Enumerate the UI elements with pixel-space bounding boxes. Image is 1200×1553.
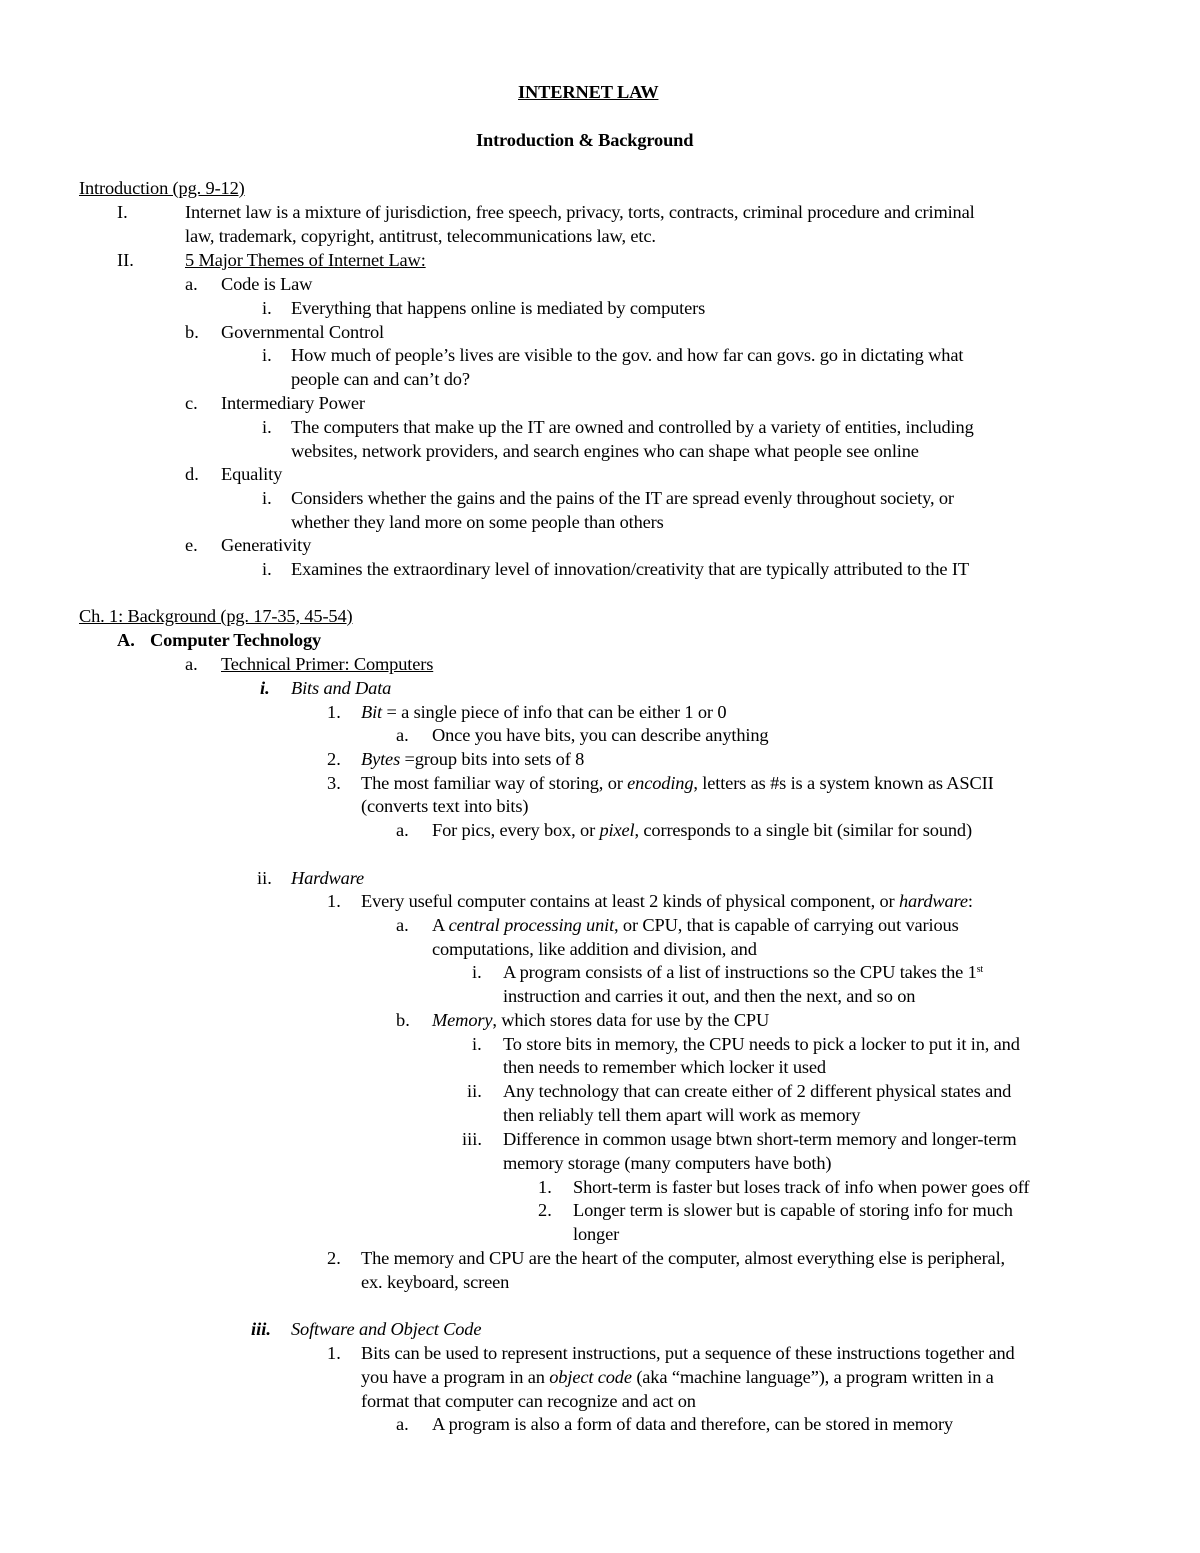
section-heading: Computer Technology [150, 630, 322, 650]
list-marker: e. [185, 535, 198, 555]
list-marker: a. [185, 274, 198, 294]
term: object code [549, 1367, 632, 1387]
note-line: ex. keyboard, screen [361, 1272, 510, 1292]
note-line: memory storage (many computers have both) [503, 1153, 832, 1173]
theme-detail: people can and can’t do? [291, 369, 470, 389]
list-marker: iii. [462, 1129, 482, 1149]
list-marker: 1. [327, 891, 341, 911]
list-marker: a. [396, 1414, 409, 1434]
note-line [361, 700, 726, 724]
list-marker: i. [260, 678, 270, 698]
list-marker: II. [117, 250, 134, 270]
note-line: Longer term is slower but is capable of storing info for much [573, 1200, 1013, 1220]
topic-heading: Bits and Data [291, 678, 392, 698]
theme-detail: websites, network providers, and search engines who can shape what people see online [291, 441, 919, 461]
note-line: Once you have bits, you can describe anything [432, 725, 769, 745]
note-line: Bits can be used to represent instructions, put a sequence of these instructions together and [361, 1343, 1015, 1363]
intro-item-1-line: Internet law is a mixture of jurisdiction, free speech, privacy, torts, contracts, criminal procedure and criminal [185, 202, 975, 222]
list-marker: 2. [327, 749, 341, 769]
text-span: Every useful computer contains at least 2 kinds of physical component, or [361, 891, 899, 911]
theme-label: Generativity [221, 535, 312, 555]
text-span: A [432, 915, 449, 935]
list-marker: i. [262, 345, 272, 365]
intro-item-1-line: law, trademark, copyright, antitrust, telecommunications law, etc. [185, 226, 656, 246]
theme-label: Equality [221, 464, 283, 484]
list-marker: a. [396, 725, 409, 745]
term: encoding [627, 773, 694, 793]
list-marker: ii. [257, 868, 272, 888]
theme-detail: Considers whether the gains and the pains of the IT are spread evenly throughout society, or [291, 488, 954, 508]
list-marker: i. [262, 559, 272, 579]
list-marker: 1. [538, 1177, 552, 1197]
note-line: format that computer can recognize and act on [361, 1391, 696, 1411]
list-marker: a. [396, 915, 409, 935]
list-marker: 1. [327, 1343, 341, 1363]
list-marker: b. [396, 1010, 410, 1030]
list-marker: c. [185, 393, 198, 413]
note-line [503, 960, 983, 984]
list-marker: i. [262, 298, 272, 318]
list-marker: ii. [467, 1081, 482, 1101]
list-marker: 2. [538, 1200, 552, 1220]
document-title: INTERNET LAW [518, 82, 659, 102]
note-line: Difference in common usage btwn short-term memory and longer-term [503, 1129, 1017, 1149]
superscript: st [976, 964, 984, 975]
note-line: (converts text into bits) [361, 796, 529, 816]
note-line: Short-term is faster but loses track of info when power goes off [573, 1177, 1030, 1197]
intro-heading: Introduction (pg. 9-12) [79, 178, 245, 198]
term: pixel [599, 820, 635, 840]
list-marker: a. [185, 654, 198, 674]
list-marker: i. [262, 488, 272, 508]
note-line [361, 889, 973, 913]
list-marker: iii. [251, 1319, 271, 1339]
themes-heading: 5 Major Themes of Internet Law: [185, 250, 426, 270]
text-span: The most familiar way of storing, or [361, 773, 628, 793]
list-marker: a. [396, 820, 409, 840]
theme-label: Intermediary Power [221, 393, 365, 413]
list-marker: i. [472, 962, 482, 982]
note-line: instruction and carries it out, and then the next, and so on [503, 986, 916, 1006]
note-line: To store bits in memory, the CPU needs to pick a locker to put it in, and [503, 1034, 1020, 1054]
term: Memory [432, 1010, 493, 1030]
note-line [432, 818, 972, 842]
note-line: longer [573, 1224, 620, 1244]
list-marker: 1. [327, 702, 341, 722]
theme-detail: Everything that happens online is mediated by computers [291, 298, 706, 318]
list-marker: 3. [327, 773, 341, 793]
text-span: , letters as #s is a system known as ASCII [693, 773, 994, 793]
note-line [361, 747, 584, 771]
note-line [432, 913, 959, 937]
theme-detail: Examines the extraordinary level of innovation/creativity that are typically attributed to the IT [291, 559, 969, 579]
text-span: , corresponds to a single bit (similar for sound) [634, 820, 972, 840]
term: Bit [361, 702, 383, 722]
note-line [432, 1008, 769, 1032]
note-line: then needs to remember which locker it used [503, 1057, 826, 1077]
subsection-heading: Technical Primer: Computers [221, 654, 434, 674]
text-span: (aka “machine language”), a program written in a [631, 1367, 994, 1387]
theme-label: Governmental Control [221, 322, 384, 342]
text-span: For pics, every box, or [432, 820, 600, 840]
list-marker: d. [185, 464, 199, 484]
document-subtitle: Introduction & Background [476, 130, 694, 150]
note-line: A program is also a form of data and therefore, can be stored in memory [432, 1414, 953, 1434]
text-span: , or CPU, that is capable of carrying out various [614, 915, 959, 935]
topic-heading: Software and Object Code [291, 1319, 482, 1339]
list-marker: 2. [327, 1248, 341, 1268]
note-line: The memory and CPU are the heart of the computer, almost everything else is peripheral, [361, 1248, 1005, 1268]
text-span: , which stores data for use by the CPU [492, 1010, 770, 1030]
note-line: Any technology that can create either of 2 different physical states and [503, 1081, 1012, 1101]
term: Bytes [361, 749, 401, 769]
theme-label: Code is Law [221, 274, 313, 294]
list-marker: I. [117, 202, 128, 222]
theme-detail: The computers that make up the IT are owned and controlled by a variety of entities, including [291, 417, 974, 437]
chapter-heading: Ch. 1: Background (pg. 17-35, 45-54) [79, 606, 353, 626]
text-span: =group bits into sets of 8 [400, 749, 585, 769]
term: central processing unit [448, 915, 615, 935]
note-line [361, 771, 994, 795]
list-marker: b. [185, 322, 199, 342]
note-line [361, 1365, 994, 1389]
text-span: : [967, 891, 973, 911]
text-span: you have a program in an [361, 1367, 550, 1387]
term: hardware [898, 891, 968, 911]
theme-detail: whether they land more on some people than others [291, 512, 664, 532]
theme-detail: How much of people’s lives are visible to the gov. and how far can govs. go in dictating what [291, 345, 964, 365]
note-line: computations, like addition and division, and [432, 939, 757, 959]
list-marker: A. [117, 630, 135, 650]
note-line: then reliably tell them apart will work as memory [503, 1105, 861, 1125]
text-span: = a single piece of info that can be either 1 or 0 [382, 702, 727, 722]
text-span: A program consists of a list of instructions so the CPU takes the 1 [503, 962, 977, 982]
topic-heading: Hardware [291, 868, 365, 888]
list-marker: i. [472, 1034, 482, 1054]
list-marker: i. [262, 417, 272, 437]
